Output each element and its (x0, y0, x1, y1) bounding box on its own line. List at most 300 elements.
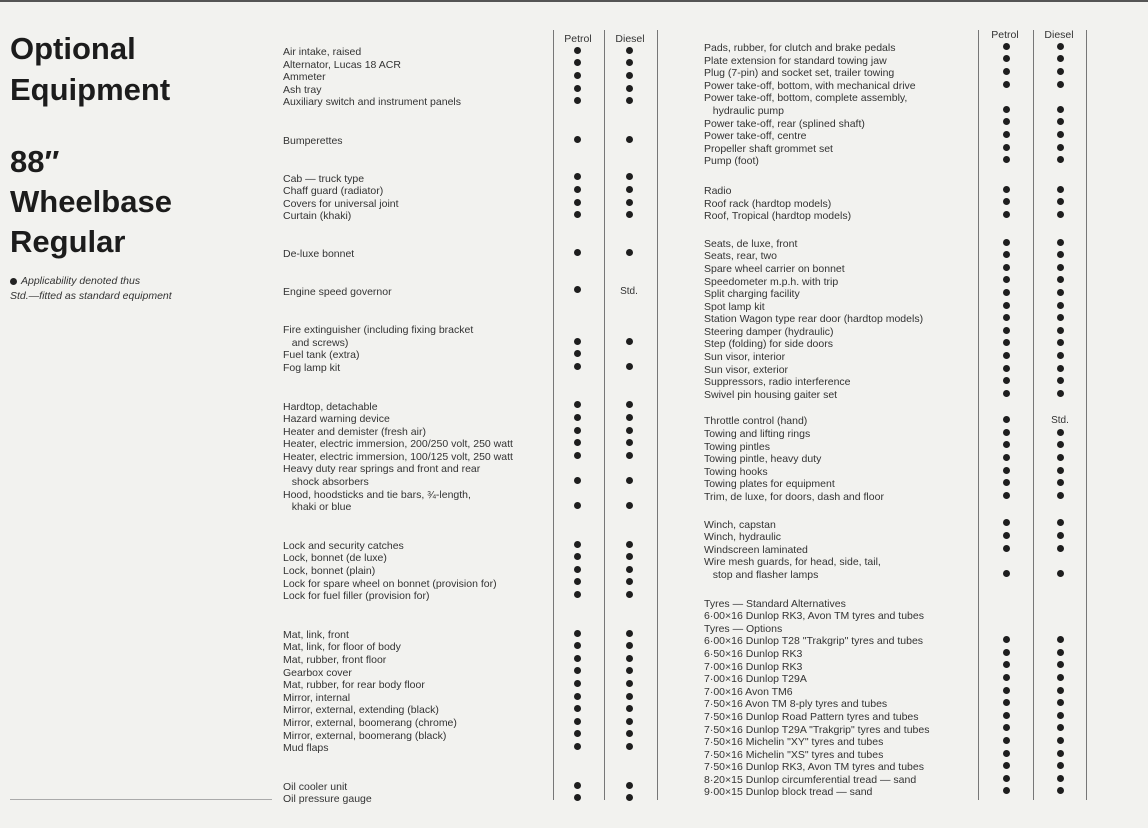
equipment-name: Ammeter (283, 71, 326, 84)
diesel-availability-dot-icon (1048, 198, 1072, 211)
equipment-name: Auxiliary switch and instrument panels (283, 96, 461, 109)
equipment-name: Heavy duty rear springs and front and rear (283, 463, 481, 476)
equipment-name: 6·00×16 Dunlop T28 "Trakgrip" tyres and tubes (704, 635, 924, 648)
petrol-availability-dot-icon (994, 276, 1018, 289)
equipment-row (283, 540, 653, 553)
petrol-availability-dot-icon (994, 673, 1018, 686)
equipment-row (704, 569, 1084, 582)
equipment-name: Mat, rubber, front floor (283, 654, 387, 666)
group-gap (283, 603, 653, 629)
equipment-name: Towing pintles (704, 440, 770, 453)
petrol-availability-dot-icon (994, 326, 1018, 339)
petrol-availability-dot-icon (994, 118, 1018, 131)
diesel-availability-dot-icon (617, 173, 641, 186)
equipment-name: De-luxe bonnet (283, 247, 355, 260)
diesel-standard-mark: Std. (1051, 415, 1069, 427)
equipment-name: Hazard warning device (283, 413, 390, 426)
petrol-availability-dot-icon (565, 438, 589, 451)
equipment-row (704, 686, 1084, 699)
equipment-name: Engine speed governor (283, 285, 392, 298)
equipment-name: 7·00×16 Avon TM6 (704, 685, 793, 698)
equipment-name: hydraulic pump (704, 104, 784, 117)
petrol-availability-dot-icon (565, 552, 589, 565)
equipment-name: Lock, bonnet (de luxe) (283, 552, 387, 565)
diesel-availability-dot-icon (1048, 364, 1072, 377)
petrol-availability-dot-icon (994, 441, 1018, 454)
petrol-availability-dot-icon (565, 730, 589, 743)
equipment-row (283, 248, 653, 261)
group-gap (283, 148, 653, 173)
equipment-name: Alternator, Lucas 18 ACR (283, 58, 401, 71)
diesel-availability-dot-icon (1048, 569, 1072, 582)
left-petrol-header: Petrol (564, 33, 592, 45)
equipment-name: Heater, electric immersion, 200/250 volt, 250 watt (283, 438, 513, 451)
equipment-row (704, 428, 1084, 441)
equipment-row (704, 749, 1084, 762)
group-gap (704, 504, 1084, 519)
diesel-availability-dot-icon (1048, 648, 1072, 661)
equipment-name: Radio (704, 184, 732, 197)
equipment-name: khaki or blue (283, 501, 352, 514)
diesel-availability-dot-icon (617, 185, 641, 198)
diesel-availability-dot-icon (1048, 80, 1072, 93)
group-gap (283, 514, 653, 540)
diesel-availability-dot-icon (1048, 786, 1072, 799)
legend (10, 274, 250, 304)
petrol-availability-dot-icon (994, 130, 1018, 143)
petrol-availability-dot-icon (994, 531, 1018, 544)
petrol-availability-dot-icon (565, 413, 589, 426)
equipment-row (704, 724, 1084, 737)
diesel-availability-dot-icon (1048, 55, 1072, 68)
equipment-name: Pads, rubber, for clutch and brake pedals (704, 42, 896, 54)
petrol-availability-dot-icon (994, 453, 1018, 466)
diesel-availability-dot-icon (1048, 210, 1072, 223)
equipment-row (704, 130, 1084, 143)
equipment-row (704, 531, 1084, 544)
equipment-name: Mirror, external, boomerang (black) (283, 729, 447, 742)
equipment-row (704, 698, 1084, 711)
equipment-name: 7·50×16 Avon TM 8-ply tyres and tubes (704, 698, 888, 711)
diesel-availability-dot-icon (1048, 389, 1072, 402)
equipment-row (704, 711, 1084, 724)
equipment-row (283, 71, 653, 84)
petrol-availability-dot-icon (565, 692, 589, 705)
equipment-name: Heater and demister (fresh air) (283, 425, 426, 438)
column-divider (1086, 30, 1087, 800)
left-equipment-list (283, 46, 653, 806)
diesel-availability-dot-icon (1048, 531, 1072, 544)
equipment-name: Towing hooks (704, 465, 768, 478)
diesel-availability-dot-icon (1048, 276, 1072, 289)
equipment-name: Tyres — Standard Alternatives (704, 597, 846, 610)
equipment-name: 7·50×16 Michelin "XY" tyres and tubes (704, 736, 884, 749)
petrol-availability-dot-icon (565, 793, 589, 806)
petrol-availability-dot-icon (994, 143, 1018, 156)
diesel-availability-dot-icon (617, 476, 641, 489)
diesel-availability-dot-icon (1048, 238, 1072, 251)
diesel-availability-dot-icon (617, 730, 641, 743)
equipment-row (704, 313, 1084, 326)
equipment-name: Cab — truck type (283, 172, 365, 185)
diesel-availability-dot-icon (1048, 130, 1072, 143)
equipment-row (283, 730, 653, 743)
diesel-availability-dot-icon (1048, 774, 1072, 787)
equipment-name: Lock and security catches (283, 539, 404, 552)
equipment-row (283, 324, 653, 337)
equipment-row (283, 667, 653, 680)
equipment-row (704, 155, 1084, 168)
page-title-line-2: Equipment (10, 72, 171, 107)
equipment-name: Plate extension for standard towing jaw (704, 54, 887, 67)
equipment-row (704, 301, 1084, 314)
equipment-name: Fuel tank (extra) (283, 349, 360, 362)
equipment-row (283, 565, 653, 578)
petrol-availability-dot-icon (565, 742, 589, 755)
equipment-row (283, 451, 653, 464)
diesel-availability-dot-icon (617, 641, 641, 654)
group-gap (283, 375, 653, 401)
group-gap (283, 109, 653, 135)
equipment-row (283, 173, 653, 186)
petrol-availability-dot-icon (994, 774, 1018, 787)
petrol-availability-dot-icon (565, 349, 589, 362)
equipment-row (704, 453, 1084, 466)
equipment-row (283, 84, 653, 97)
group-gap (704, 168, 1084, 185)
equipment-name: Heater, electric immersion, 100/125 volt, 250 watt (283, 450, 513, 463)
equipment-name: Lock for fuel filler (provision for) (283, 590, 430, 603)
equipment-name: Winch, capstan (704, 518, 776, 531)
petrol-availability-dot-icon (994, 105, 1018, 118)
petrol-availability-dot-icon (994, 389, 1018, 402)
equipment-row (283, 337, 653, 350)
petrol-availability-dot-icon (994, 428, 1018, 441)
equipment-row (704, 389, 1084, 402)
equipment-row (704, 648, 1084, 661)
petrol-availability-dot-icon (994, 301, 1018, 314)
petrol-availability-dot-icon (994, 55, 1018, 68)
petrol-availability-dot-icon (994, 313, 1018, 326)
equipment-row (704, 143, 1084, 156)
diesel-availability-dot-icon (1048, 698, 1072, 711)
equipment-name: Oil cooler unit (283, 780, 348, 793)
petrol-availability-dot-icon (565, 59, 589, 72)
equipment-row (704, 544, 1084, 557)
equipment-row (283, 349, 653, 362)
diesel-availability-dot-icon (617, 717, 641, 730)
equipment-name: Speedometer m.p.h. with trip (704, 275, 839, 288)
petrol-availability-dot-icon (994, 711, 1018, 724)
petrol-availability-dot-icon (565, 185, 589, 198)
diesel-availability-dot-icon (1048, 326, 1072, 339)
petrol-availability-dot-icon (565, 84, 589, 97)
diesel-availability-dot-icon (617, 501, 641, 514)
diesel-availability-dot-icon (1048, 711, 1072, 724)
equipment-name: Mirror, external, boomerang (chrome) (283, 716, 457, 729)
equipment-name: Mat, rubber, for rear body floor (283, 679, 425, 692)
diesel-availability-dot-icon (1048, 338, 1072, 351)
petrol-availability-dot-icon (565, 46, 589, 59)
diesel-availability-dot-icon (617, 96, 641, 109)
equipment-row (704, 210, 1084, 223)
petrol-availability-dot-icon (565, 451, 589, 464)
equipment-name: Fire extinguisher (including fixing bracket (283, 324, 474, 337)
equipment-row (283, 489, 653, 502)
group-gap (283, 298, 653, 324)
equipment-name: shock absorbers (283, 476, 369, 489)
equipment-row (283, 401, 653, 414)
equipment-row (704, 351, 1084, 364)
petrol-availability-dot-icon (994, 478, 1018, 491)
equipment-row (704, 761, 1084, 774)
diesel-availability-dot-icon (1048, 351, 1072, 364)
diesel-availability-dot-icon (617, 781, 641, 794)
group-gap (704, 223, 1084, 238)
equipment-name: Fog lamp kit (283, 361, 341, 374)
equipment-name: Mirror, internal (283, 691, 351, 704)
equipment-row (704, 376, 1084, 389)
petrol-availability-dot-icon (994, 786, 1018, 799)
petrol-availability-dot-icon (565, 71, 589, 84)
petrol-availability-dot-icon (565, 286, 589, 299)
equipment-row (704, 364, 1084, 377)
equipment-row (283, 590, 653, 603)
equipment-name: Throttle control (hand) (704, 415, 808, 428)
diesel-availability-dot-icon (617, 654, 641, 667)
equipment-row (283, 426, 653, 439)
equipment-row (704, 786, 1084, 799)
diesel-availability-dot-icon (617, 426, 641, 439)
subtitle-line-3: Regular (10, 224, 126, 259)
petrol-availability-dot-icon (565, 590, 589, 603)
equipment-name: 7·50×16 Dunlop Road Pattern tyres and tubes (704, 710, 919, 723)
petrol-availability-dot-icon (994, 761, 1018, 774)
equipment-name: 7·00×16 Dunlop T29A (704, 673, 807, 686)
equipment-name: and screws) (283, 336, 349, 349)
petrol-availability-dot-icon (994, 67, 1018, 80)
petrol-availability-dot-icon (565, 704, 589, 717)
petrol-availability-dot-icon (565, 641, 589, 654)
diesel-availability-dot-icon (1048, 686, 1072, 699)
diesel-availability-dot-icon (1048, 635, 1072, 648)
equipment-name: Gearbox cover (283, 666, 352, 679)
petrol-availability-dot-icon (565, 248, 589, 261)
petrol-availability-dot-icon (994, 250, 1018, 263)
petrol-availability-dot-icon (565, 540, 589, 553)
petrol-availability-dot-icon (994, 351, 1018, 364)
column-divider (657, 30, 658, 800)
equipment-row (704, 42, 1084, 55)
equipment-name: Swivel pin housing gaiter set (704, 388, 838, 401)
equipment-name: stop and flasher lamps (704, 568, 819, 581)
equipment-row (704, 326, 1084, 339)
equipment-row (704, 263, 1084, 276)
equipment-row (283, 692, 653, 705)
equipment-row (283, 717, 653, 730)
page-title-line-1: Optional (10, 31, 136, 66)
equipment-name: Towing plates for equipment (704, 478, 835, 491)
equipment-name: 7·50×16 Dunlop T29A "Trakgrip" tyres and tubes (704, 723, 930, 736)
equipment-name: Steering damper (hydraulic) (704, 325, 834, 338)
petrol-availability-dot-icon (565, 476, 589, 489)
top-rule (0, 0, 1148, 2)
group-gap (283, 755, 653, 781)
equipment-name: 7·50×16 Dunlop RK3, Avon TM tyres and tubes (704, 761, 924, 774)
equipment-row (704, 276, 1084, 289)
equipment-name: Hardtop, detachable (283, 400, 378, 413)
petrol-availability-dot-icon (994, 661, 1018, 674)
diesel-availability-dot-icon (617, 46, 641, 59)
diesel-availability-dot-icon (617, 210, 641, 223)
equipment-name: Power take-off, bottom, with mechanical drive (704, 79, 916, 92)
diesel-availability-dot-icon (617, 667, 641, 680)
equipment-row (704, 92, 1084, 105)
equipment-row (704, 338, 1084, 351)
petrol-availability-dot-icon (994, 238, 1018, 251)
equipment-row (704, 466, 1084, 479)
diesel-availability-dot-icon (617, 198, 641, 211)
diesel-availability-dot-icon (1048, 143, 1072, 156)
petrol-availability-dot-icon (565, 501, 589, 514)
equipment-name: Lock, bonnet (plain) (283, 565, 376, 578)
equipment-name: 7·00×16 Dunlop RK3 (704, 660, 803, 673)
left-diesel-header: Diesel (615, 33, 645, 45)
diesel-availability-dot-icon (1048, 761, 1072, 774)
diesel-availability-dot-icon (617, 71, 641, 84)
diesel-availability-dot-icon (617, 401, 641, 414)
equipment-row (283, 629, 653, 642)
petrol-availability-dot-icon (565, 337, 589, 350)
petrol-availability-dot-icon (994, 338, 1018, 351)
equipment-name: Towing pintle, heavy duty (704, 453, 822, 466)
equipment-name: Mat, link, for floor of body (283, 641, 401, 654)
petrol-availability-dot-icon (565, 198, 589, 211)
diesel-availability-dot-icon (617, 578, 641, 591)
diesel-availability-dot-icon (617, 692, 641, 705)
equipment-row (283, 438, 653, 451)
petrol-availability-dot-icon (565, 210, 589, 223)
petrol-availability-dot-icon (994, 736, 1018, 749)
petrol-availability-dot-icon (994, 491, 1018, 504)
equipment-name: Spare wheel carrier on bonnet (704, 262, 845, 275)
equipment-row (283, 476, 653, 489)
diesel-availability-dot-icon (617, 742, 641, 755)
group-gap (283, 261, 653, 286)
equipment-row (704, 198, 1084, 211)
diesel-availability-dot-icon (1048, 67, 1072, 80)
petrol-availability-dot-icon (994, 724, 1018, 737)
equipment-row (283, 286, 653, 299)
right-diesel-header: Diesel (1044, 29, 1074, 41)
petrol-availability-dot-icon (565, 135, 589, 148)
diesel-availability-dot-icon (1048, 155, 1072, 168)
group-gap (283, 223, 653, 248)
equipment-row (704, 118, 1084, 131)
petrol-availability-dot-icon (994, 466, 1018, 479)
equipment-name: 9·00×15 Dunlop block tread — sand (704, 786, 873, 799)
diesel-standard-mark: Std. (620, 285, 638, 297)
equipment-row (283, 463, 653, 476)
equipment-row (283, 679, 653, 692)
diesel-availability-dot-icon (1048, 428, 1072, 441)
equipment-name: Step (folding) for side doors (704, 338, 833, 351)
diesel-availability-dot-icon (617, 679, 641, 692)
diesel-availability-dot-icon (617, 565, 641, 578)
equipment-name: Propeller shaft grommet set (704, 142, 833, 155)
diesel-availability-dot-icon (617, 704, 641, 717)
diesel-availability-dot-icon (617, 590, 641, 603)
diesel-availability-dot-icon (1048, 661, 1072, 674)
petrol-availability-dot-icon (994, 648, 1018, 661)
equipment-name: Power take-off, rear (splined shaft) (704, 117, 865, 130)
petrol-availability-dot-icon (994, 415, 1018, 428)
petrol-availability-dot-icon (565, 96, 589, 109)
equipment-name: 8·20×15 Dunlop circumferential tread — sand (704, 773, 917, 786)
petrol-availability-dot-icon (565, 578, 589, 591)
equipment-name: 6·00×16 Dunlop RK3, Avon TM tyres and tubes (704, 610, 924, 623)
petrol-availability-dot-icon (994, 635, 1018, 648)
diesel-availability-dot-icon (617, 438, 641, 451)
title-block (10, 28, 250, 304)
equipment-name: Roof, Tropical (hardtop models) (704, 210, 852, 223)
equipment-name: Mirror, external, extending (black) (283, 704, 439, 717)
petrol-availability-dot-icon (565, 667, 589, 680)
equipment-name: Spot lamp kit (704, 300, 765, 313)
diesel-availability-dot-icon (617, 59, 641, 72)
equipment-name: Wire mesh guards, for head, side, tail, (704, 556, 881, 569)
diesel-availability-dot-icon (1048, 736, 1072, 749)
diesel-availability-dot-icon (1048, 673, 1072, 686)
equipment-name: Plug (7-pin) and socket set, trailer towing (704, 67, 895, 80)
equipment-name: Covers for universal joint (283, 197, 399, 210)
equipment-row (704, 556, 1084, 569)
diesel-availability-dot-icon (617, 793, 641, 806)
petrol-availability-dot-icon (994, 749, 1018, 762)
equipment-row (704, 491, 1084, 504)
diesel-availability-dot-icon (617, 629, 641, 642)
equipment-name: Oil pressure gauge (283, 793, 372, 806)
equipment-name: Curtain (khaki) (283, 210, 352, 223)
petrol-availability-dot-icon (994, 364, 1018, 377)
equipment-row (704, 774, 1084, 787)
equipment-row (283, 362, 653, 375)
petrol-availability-dot-icon (994, 698, 1018, 711)
diesel-availability-dot-icon (1048, 263, 1072, 276)
equipment-name: Windscreen laminated (704, 543, 808, 556)
petrol-availability-dot-icon (994, 686, 1018, 699)
equipment-row (704, 80, 1084, 93)
equipment-row (283, 704, 653, 717)
diesel-availability-dot-icon (617, 337, 641, 350)
equipment-name: Chaff guard (radiator) (283, 185, 384, 198)
diesel-availability-dot-icon (1048, 376, 1072, 389)
diesel-availability-dot-icon (617, 135, 641, 148)
equipment-row (283, 793, 653, 806)
diesel-availability-dot-icon (1048, 288, 1072, 301)
equipment-name: Split charging facility (704, 288, 800, 301)
equipment-row (283, 413, 653, 426)
equipment-row (704, 623, 1084, 636)
diesel-availability-dot-icon (1048, 466, 1072, 479)
diesel-availability-dot-icon (1048, 118, 1072, 131)
diesel-availability-dot-icon (1048, 453, 1072, 466)
equipment-name: Towing and lifting rings (704, 428, 811, 441)
equipment-row (283, 501, 653, 514)
diesel-availability-dot-icon (1048, 42, 1072, 55)
petrol-availability-dot-icon (565, 629, 589, 642)
equipment-row (704, 519, 1084, 532)
